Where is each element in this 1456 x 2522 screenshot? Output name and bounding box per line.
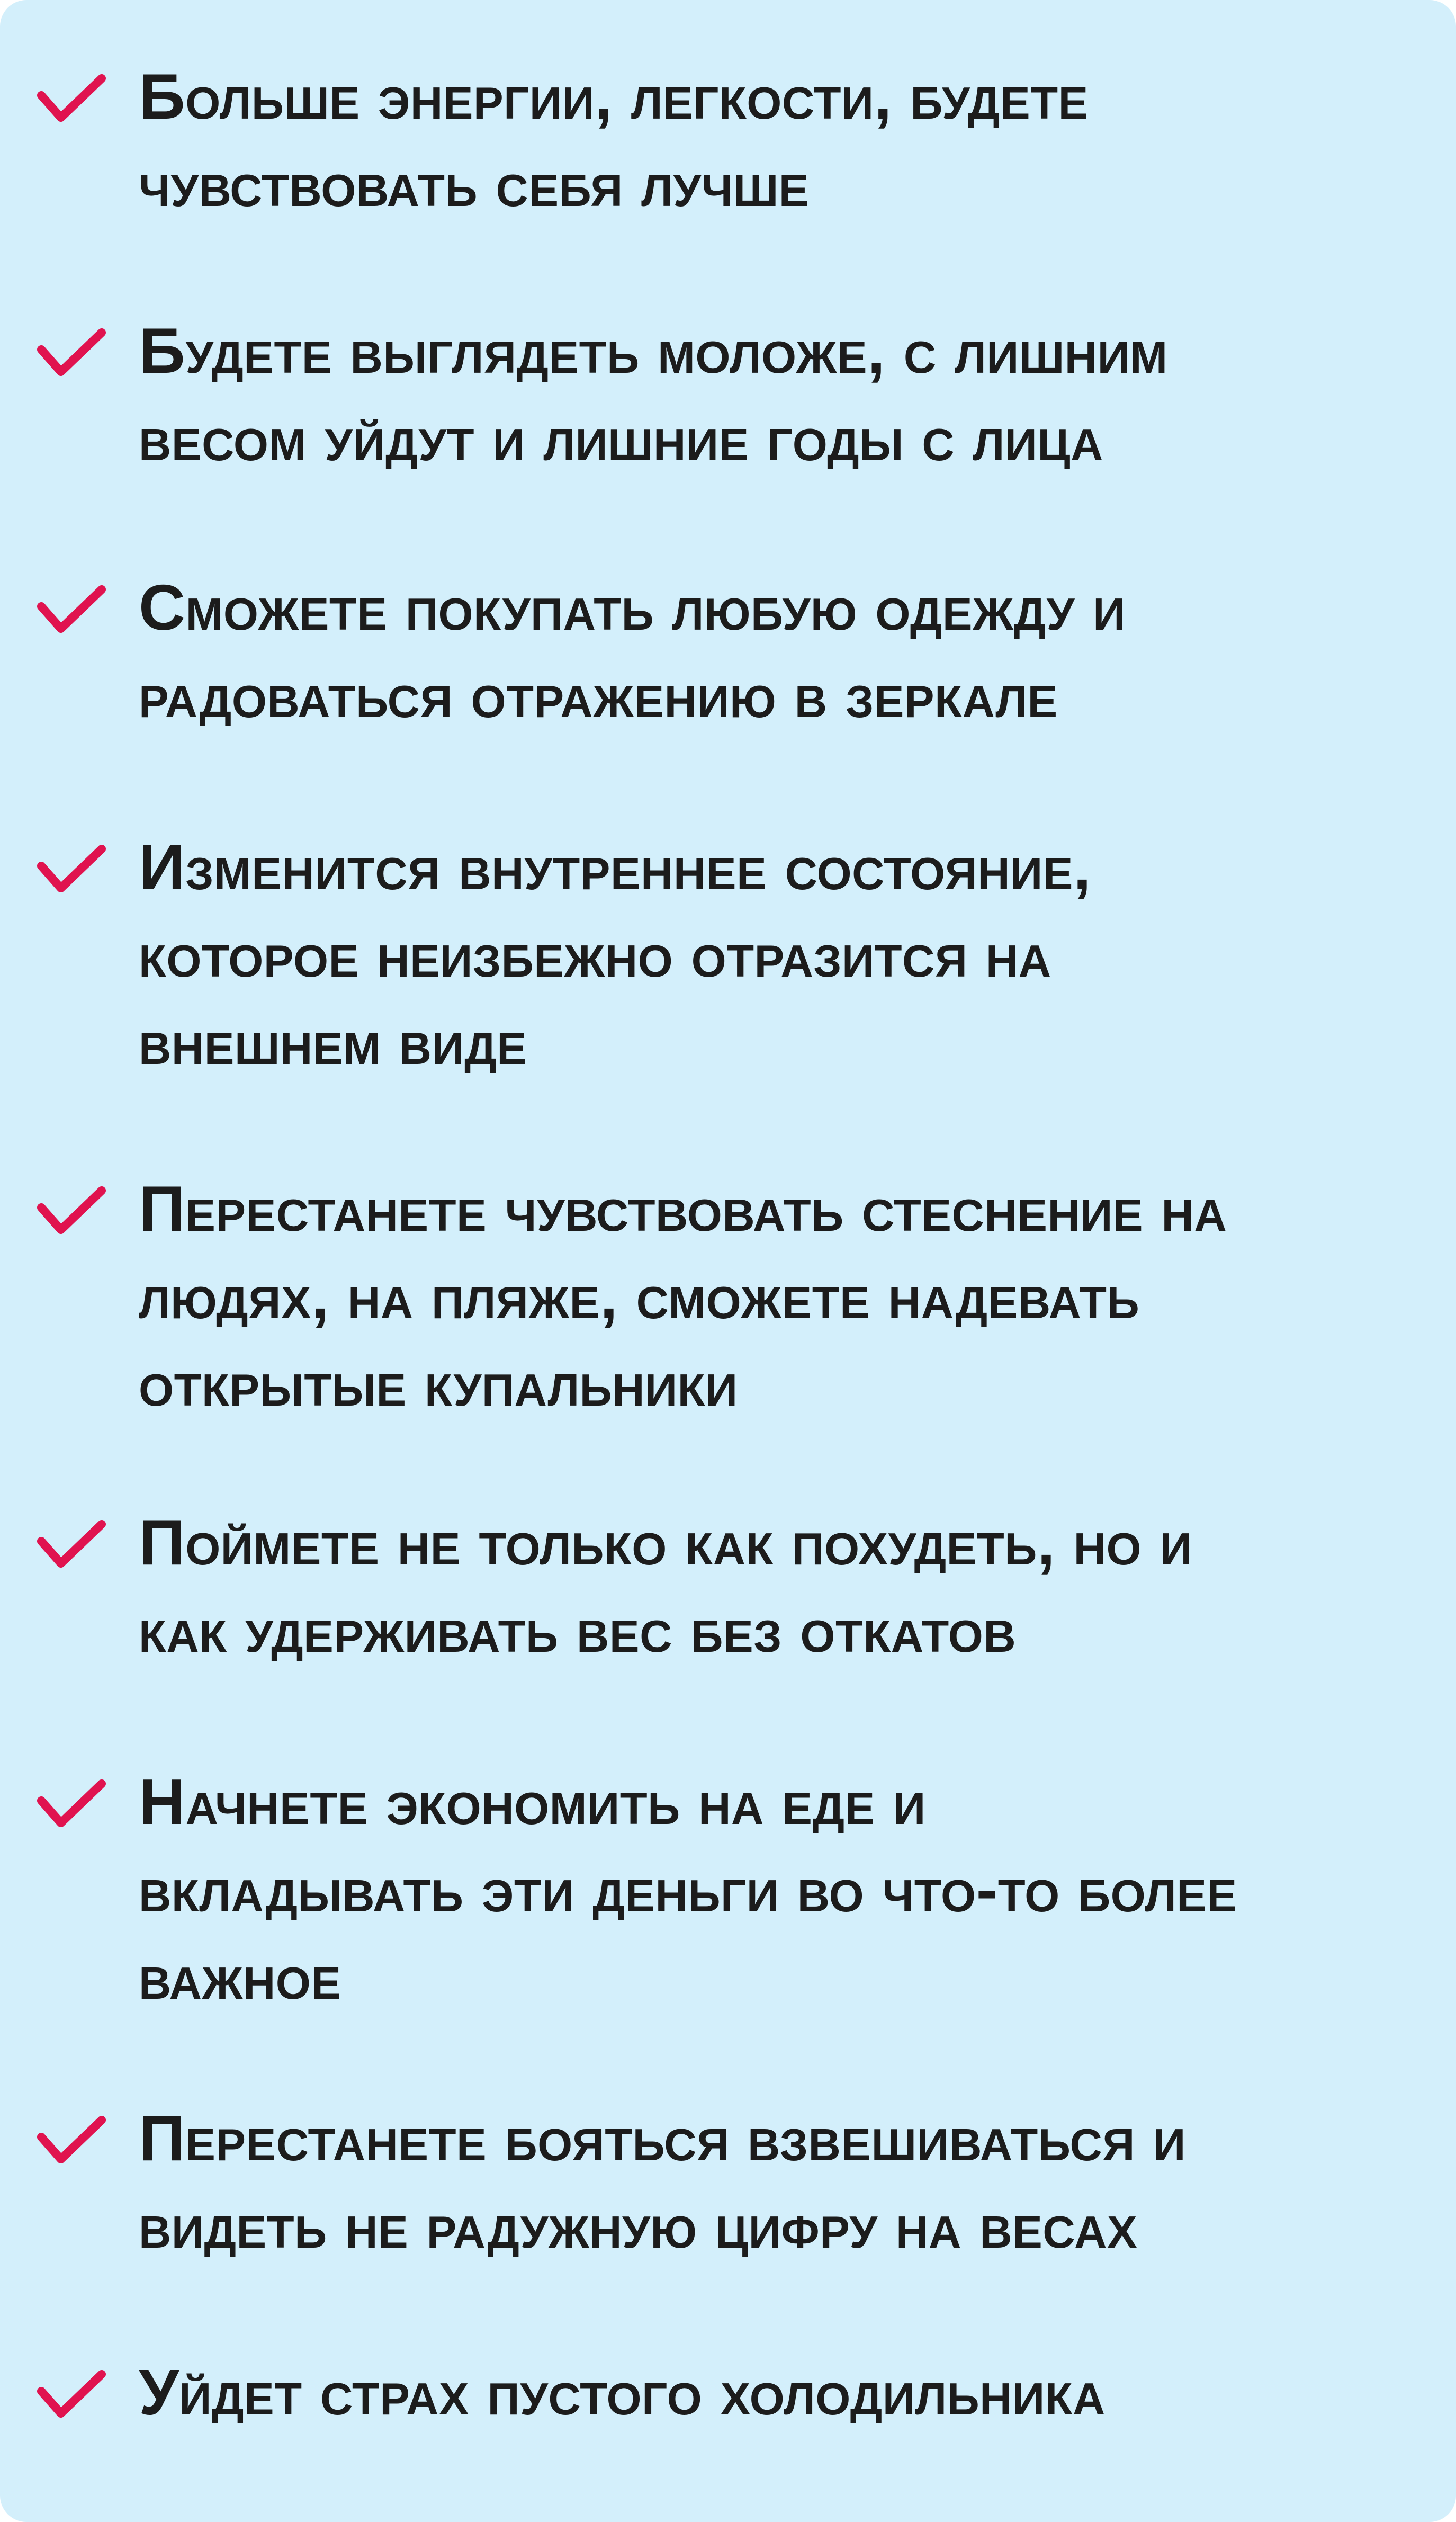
benefit-text <box>139 564 1441 739</box>
benefit-text <box>139 53 1441 228</box>
benefit-line: радоваться отражению в зеркале <box>139 659 1058 731</box>
checkmark-icon <box>37 2116 106 2163</box>
benefit-line: внешнем виде <box>139 1006 527 1078</box>
benefit-line: Больше энергии, легкости, будете <box>139 60 1089 132</box>
benefit-line: Будете выглядеть моложе, с лишним <box>139 315 1168 387</box>
benefit-line: Начнете экономить на еде и <box>139 1766 926 1838</box>
checkmark-icon <box>37 2370 106 2418</box>
benefit-text <box>139 1758 1441 2020</box>
checkmark-icon <box>37 845 106 892</box>
benefit-text <box>139 2349 1441 2436</box>
benefit-text <box>139 1499 1441 1674</box>
benefit-text <box>139 307 1441 482</box>
benefit-line: чувствовать себя лучше <box>139 148 809 220</box>
benefit-text <box>139 824 1441 1086</box>
benefit-line: Сможете покупать любую одежду и <box>139 571 1126 643</box>
benefit-line: Перестанете чувствовать стеснение на <box>139 1173 1227 1245</box>
benefit-line: видеть не радужную цифру на весах <box>139 2189 1138 2261</box>
benefit-text <box>139 1165 1441 1427</box>
benefit-line: как удерживать вес без откатов <box>139 1594 1017 1666</box>
benefit-text <box>139 2095 1441 2269</box>
benefit-line: Поймете не только как похудеть, но и <box>139 1506 1193 1578</box>
checkmark-icon <box>37 1186 106 1234</box>
benefit-line: которое неизбежно отразится на <box>139 918 1051 990</box>
benefit-line: весом уйдут и лишние годы с лица <box>139 402 1103 474</box>
checkmark-icon <box>37 328 106 376</box>
checkmark-icon <box>37 1520 106 1568</box>
benefit-line: вкладывать эти деньги во что-то более <box>139 1853 1237 1925</box>
benefit-line: важное <box>139 1940 341 2013</box>
benefit-line: Уйдет страх пустого холодильника <box>139 2356 1106 2428</box>
benefit-line: людях, на пляже, сможете надевать <box>139 1260 1140 1332</box>
benefit-line: Изменится внутреннее состояние, <box>139 831 1092 903</box>
benefit-line: Перестанете бояться взвешиваться и <box>139 2102 1186 2174</box>
checkmark-icon <box>37 585 106 633</box>
checkmark-icon <box>37 1779 106 1827</box>
benefit-line: открытые купальники <box>139 1347 738 1419</box>
checkmark-icon <box>37 74 106 122</box>
